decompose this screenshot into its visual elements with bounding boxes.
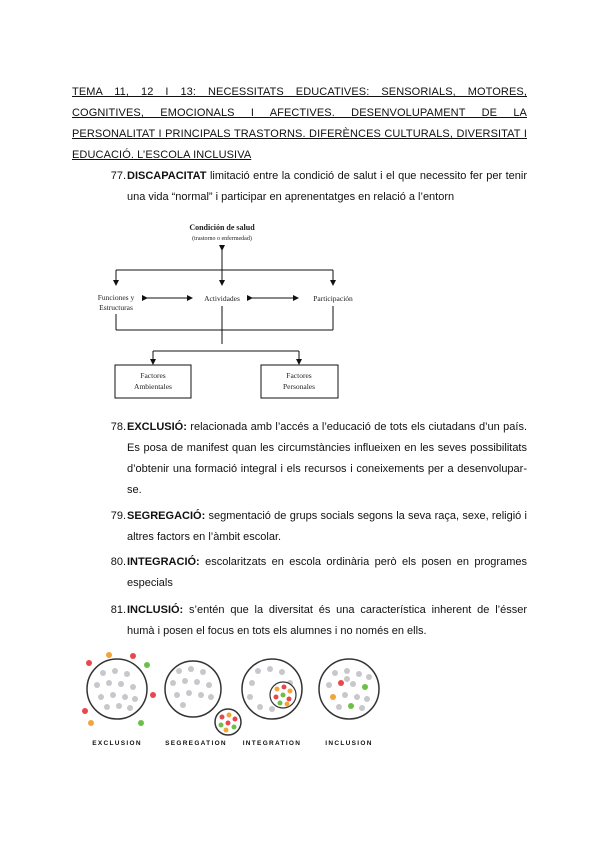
- diagram-functions-line2: Estructuras: [99, 303, 133, 312]
- student-dot: [226, 721, 231, 726]
- diagram-activities: Actividades: [204, 294, 240, 303]
- student-dot: [364, 696, 370, 702]
- item-term: DISCAPACITAT: [127, 170, 207, 182]
- item-number: 78.: [110, 421, 126, 433]
- student-dot: [275, 687, 280, 692]
- student-dot: [86, 660, 92, 666]
- student-dot: [348, 703, 354, 709]
- student-dot: [344, 668, 350, 674]
- diagram-environmental-line2: Ambientales: [134, 382, 172, 391]
- student-dot: [287, 697, 292, 702]
- grey-dot: [194, 679, 200, 685]
- item-number: 80.: [110, 556, 126, 568]
- item-term: INCLUSIÓ:: [127, 604, 184, 616]
- grey-dot: [104, 704, 110, 710]
- inclusion-circle: [319, 659, 379, 719]
- grey-dot: [249, 680, 255, 686]
- student-dot: [150, 692, 156, 698]
- grey-dot: [269, 706, 275, 712]
- grey-dot: [116, 703, 122, 709]
- item-text: escolaritzats en escola ordinària però els posen en programes especials: [127, 556, 527, 589]
- grey-dot: [180, 702, 186, 708]
- list-item-inclusio: [108, 600, 527, 642]
- inclusion-models-illustration: [78, 652, 388, 752]
- item-text: relacionada amb l’accés a l’educació de tots els ciutadans d’un país. Es posa de manifest quan les circumstàncies influeixen en les seves possibilitats d’obtenir una formació integral i els recursos i coneixements per a desenvolupar-se.: [127, 421, 527, 496]
- grey-dot: [170, 680, 176, 686]
- student-dot: [144, 662, 150, 668]
- student-dot: [82, 708, 88, 714]
- student-dot: [336, 704, 342, 710]
- diagram-top-node: [189, 223, 255, 242]
- student-dot: [288, 689, 293, 694]
- student-dot: [281, 693, 286, 698]
- grey-dot: [188, 666, 194, 672]
- student-dot: [359, 705, 365, 711]
- student-dot: [233, 717, 238, 722]
- document-title: [72, 82, 527, 166]
- title-line-1: TEMA 11, 12 I 13: NECESSITATS EDUCATIVES: SENSORIALS, MOTORES,: [72, 86, 527, 98]
- grey-dot: [279, 669, 285, 675]
- grey-dot: [122, 694, 128, 700]
- label-segregation: SEGREGATION: [165, 740, 227, 747]
- item-term: INTEGRACIÓ:: [127, 556, 200, 568]
- grey-dot: [267, 666, 273, 672]
- label-integration: INTEGRATION: [242, 740, 302, 747]
- student-dot: [138, 720, 144, 726]
- list-item-discapacitat: [108, 166, 527, 208]
- grey-dot: [255, 668, 261, 674]
- student-dot: [220, 715, 225, 720]
- student-dot: [350, 681, 356, 687]
- diagram-personal-line2: Personales: [282, 382, 316, 391]
- grey-dot: [257, 704, 263, 710]
- grey-dot: [206, 682, 212, 688]
- diagram-connectors: [116, 250, 333, 364]
- diagram-health-subtitle: (trastorno o enfermedad): [192, 236, 252, 242]
- student-dot: [106, 652, 112, 658]
- grey-dot: [100, 670, 106, 676]
- grey-dot: [208, 694, 214, 700]
- diagram-functions-line1: Funciones y: [97, 293, 135, 302]
- grey-dot: [182, 678, 188, 684]
- grey-dot: [200, 669, 206, 675]
- student-dot: [362, 684, 368, 690]
- list-item-exclusio: [108, 417, 527, 501]
- list-item-segregacio: [108, 506, 527, 548]
- student-dot: [326, 682, 332, 688]
- disability-diagram: [80, 214, 370, 409]
- grey-dot: [106, 680, 112, 686]
- list-item-integracio: [108, 552, 527, 594]
- student-dot: [274, 695, 279, 700]
- item-term: EXCLUSIÓ:: [127, 421, 187, 433]
- student-dot: [219, 723, 224, 728]
- diagram-personal-line1: Factores: [286, 371, 312, 380]
- grey-dot: [98, 694, 104, 700]
- diagram-health-title: Condición de salud: [189, 223, 255, 232]
- student-dot: [366, 674, 372, 680]
- student-dot: [224, 728, 229, 733]
- student-dot: [332, 670, 338, 676]
- grey-dot: [112, 668, 118, 674]
- grey-dot: [127, 705, 133, 711]
- item-text: limitació entre la condició de salut i el que necessito fer per tenir una vida “normal” i participar en aprenentatges en relació a l’entorn: [127, 170, 527, 203]
- grey-dot: [174, 692, 180, 698]
- item-text: s’entén que la diversitat és una característica inherent de l’ésser humà i posen el focus en tots els alumnes i no només en ells.: [127, 604, 527, 637]
- item-number: 81.: [110, 604, 126, 616]
- student-dot: [88, 720, 94, 726]
- student-dot: [344, 676, 350, 682]
- student-dot: [354, 694, 360, 700]
- label-exclusion: EXCLUSION: [92, 740, 142, 747]
- title-line-3: PERSONALITAT I PRINCIPALS TRASTORNS. DIFERÈNCES CULTURALS, DIVERSITAT I: [72, 128, 527, 140]
- item-term: SEGREGACIÓ:: [127, 510, 206, 522]
- grey-dot: [198, 692, 204, 698]
- grey-dot: [132, 696, 138, 702]
- student-dot: [227, 713, 232, 718]
- student-dot: [285, 702, 290, 707]
- grey-dot: [186, 690, 192, 696]
- grey-dot: [130, 684, 136, 690]
- grey-dot: [110, 692, 116, 698]
- grey-dot: [124, 671, 130, 677]
- student-dot: [338, 680, 344, 686]
- label-inclusion: INCLUSION: [325, 740, 373, 747]
- grey-dot: [176, 668, 182, 674]
- student-dot: [330, 694, 336, 700]
- diagram-environmental-line1: Factores: [140, 371, 166, 380]
- student-dot: [356, 671, 362, 677]
- grey-dot: [94, 682, 100, 688]
- title-line-2: COGNITIVES, EMOCIONALS I AFECTIVES. DESENVOLUPAMENT DE LA: [72, 107, 527, 119]
- title-line-4: EDUCACIÓ. L’ESCOLA INCLUSIVA: [72, 149, 252, 161]
- item-text: segmentació de grups socials segons la seva raça, sexe, religió i altres factors en l’àmbit escolar.: [127, 510, 527, 543]
- student-dot: [130, 653, 136, 659]
- item-number: 79.: [110, 510, 126, 522]
- item-number: 77.: [110, 170, 126, 182]
- student-dot: [278, 701, 283, 706]
- grey-dot: [247, 694, 253, 700]
- exclusion-circle: [87, 659, 147, 719]
- diagram-participation: Participación: [313, 294, 353, 303]
- student-dot: [342, 692, 348, 698]
- student-dot: [232, 725, 237, 730]
- grey-dot: [118, 681, 124, 687]
- student-dot: [282, 685, 287, 690]
